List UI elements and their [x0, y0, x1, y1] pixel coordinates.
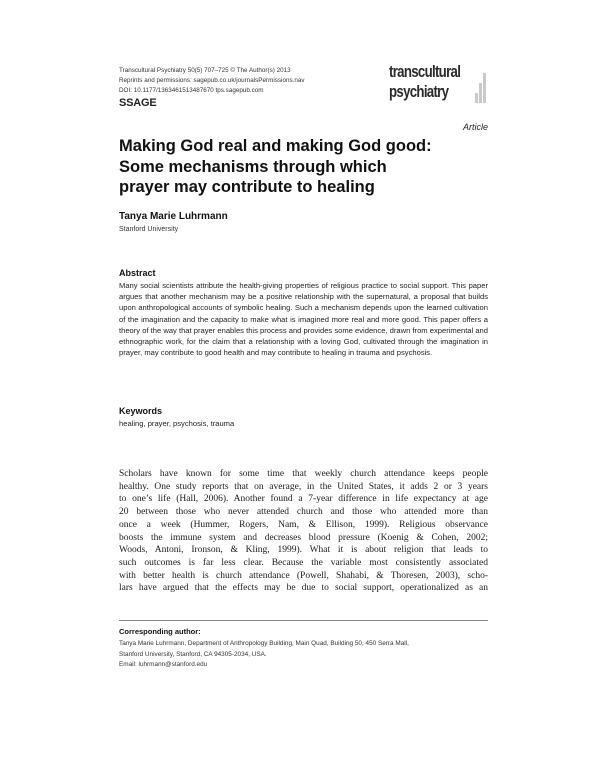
body-line: healthy. One study reports that on average, in the United States, it adds 2 or 3 years	[119, 481, 488, 492]
body-line: to one’s life (Hall, 2006). Another found a 7-year difference in life expectancy at age	[119, 494, 488, 505]
sage-logo: SSAGE	[119, 97, 157, 109]
body-text	[119, 468, 488, 595]
body-line: once a week (Hummer, Rogers, Nam, & Ellison, 1999). Religious observance	[119, 519, 488, 530]
body-line: boosts the immune system and decreases blood pressure (Koenig & Cohen, 2002;	[119, 532, 488, 543]
doi-line[interactable]: DOI: 10.1177/1363461513487670 tps.sagepub.com	[119, 87, 264, 95]
journal-logo-line2: psychiatry	[389, 82, 449, 101]
body-line: Scholars have known for some time that weekly church attendance keeps people	[119, 469, 488, 479]
body-line: with better health is church attendance (Powell, Shahabi, & Thoresen, 2003), scho-	[119, 570, 488, 581]
abstract-heading: Abstract	[119, 268, 156, 278]
permissions-line[interactable]: Reprints and permissions: sagepub.co.uk/journalsPermissions.nav	[119, 77, 305, 85]
journal-logo-line1: transcultural	[389, 62, 461, 81]
journal-metadata	[119, 66, 305, 97]
body-line: lars have argued that the effects may be due to social support, operationalized as an	[119, 583, 488, 594]
author-name: Tanya Marie Luhrmann	[119, 211, 228, 222]
author-affiliation: Stanford University	[119, 226, 179, 233]
title-line: prayer may contribute to healing	[119, 178, 375, 196]
footnote-divider	[119, 620, 488, 621]
keywords-heading: Keywords	[119, 406, 163, 416]
article-title	[119, 136, 499, 198]
journal-logo	[389, 62, 489, 106]
title-line: Making God real and making God good:	[119, 137, 432, 155]
keywords-text: healing, prayer, psychosis, trauma	[119, 419, 235, 428]
bar-graphic-icon	[475, 73, 487, 103]
title-line: Some mechanisms through which	[119, 157, 387, 176]
abstract-text: Many social scientists attribute the health-giving properties of religious practice to social support. This paper argues that another mechanism may be a positive relationship with the supernatural, a proposal that builds upon anthropological accounts of symbolic healing. Such a mechanism depends upon the learned cultivation of the imagination and the capacity to make what is imagined more real and more good. This paper offers a theory of the way that prayer enables this process and provides some evidence, drawn from experimental and ethnographic work, for the claim that a relationship with a loving God, cultivated through the imagination in prayer, may contribute to good health and may contribute to healing in trauma and psychosis.	[119, 281, 488, 358]
body-line: Woods, Antoni, Ironson, & Kling, 1999). What it is about religion that leads to	[119, 545, 488, 556]
body-line: such outcomes is far less clear. Because the variable most consistently associated	[119, 557, 488, 568]
corresponding-author-details	[119, 639, 499, 671]
corresponding-author-heading: Corresponding author:	[119, 627, 201, 636]
corresponding-address-line: Stanford University, Stanford, CA 94305-2034, USA.	[119, 650, 267, 658]
corresponding-email[interactable]: Email: luhrmann@stanford.edu	[119, 661, 208, 669]
corresponding-address-line: Tanya Marie Luhrmann, Department of Anthropology Building, Main Quad, Building 50, 450 Serra Mall,	[119, 640, 409, 647]
article-type-label: Article	[462, 122, 488, 132]
citation-line: Transcultural Psychiatry 50(5) 707–725 © The Author(s) 2013	[119, 67, 291, 74]
body-line: 20 between those who never attended church and those who attended more than	[119, 507, 488, 518]
